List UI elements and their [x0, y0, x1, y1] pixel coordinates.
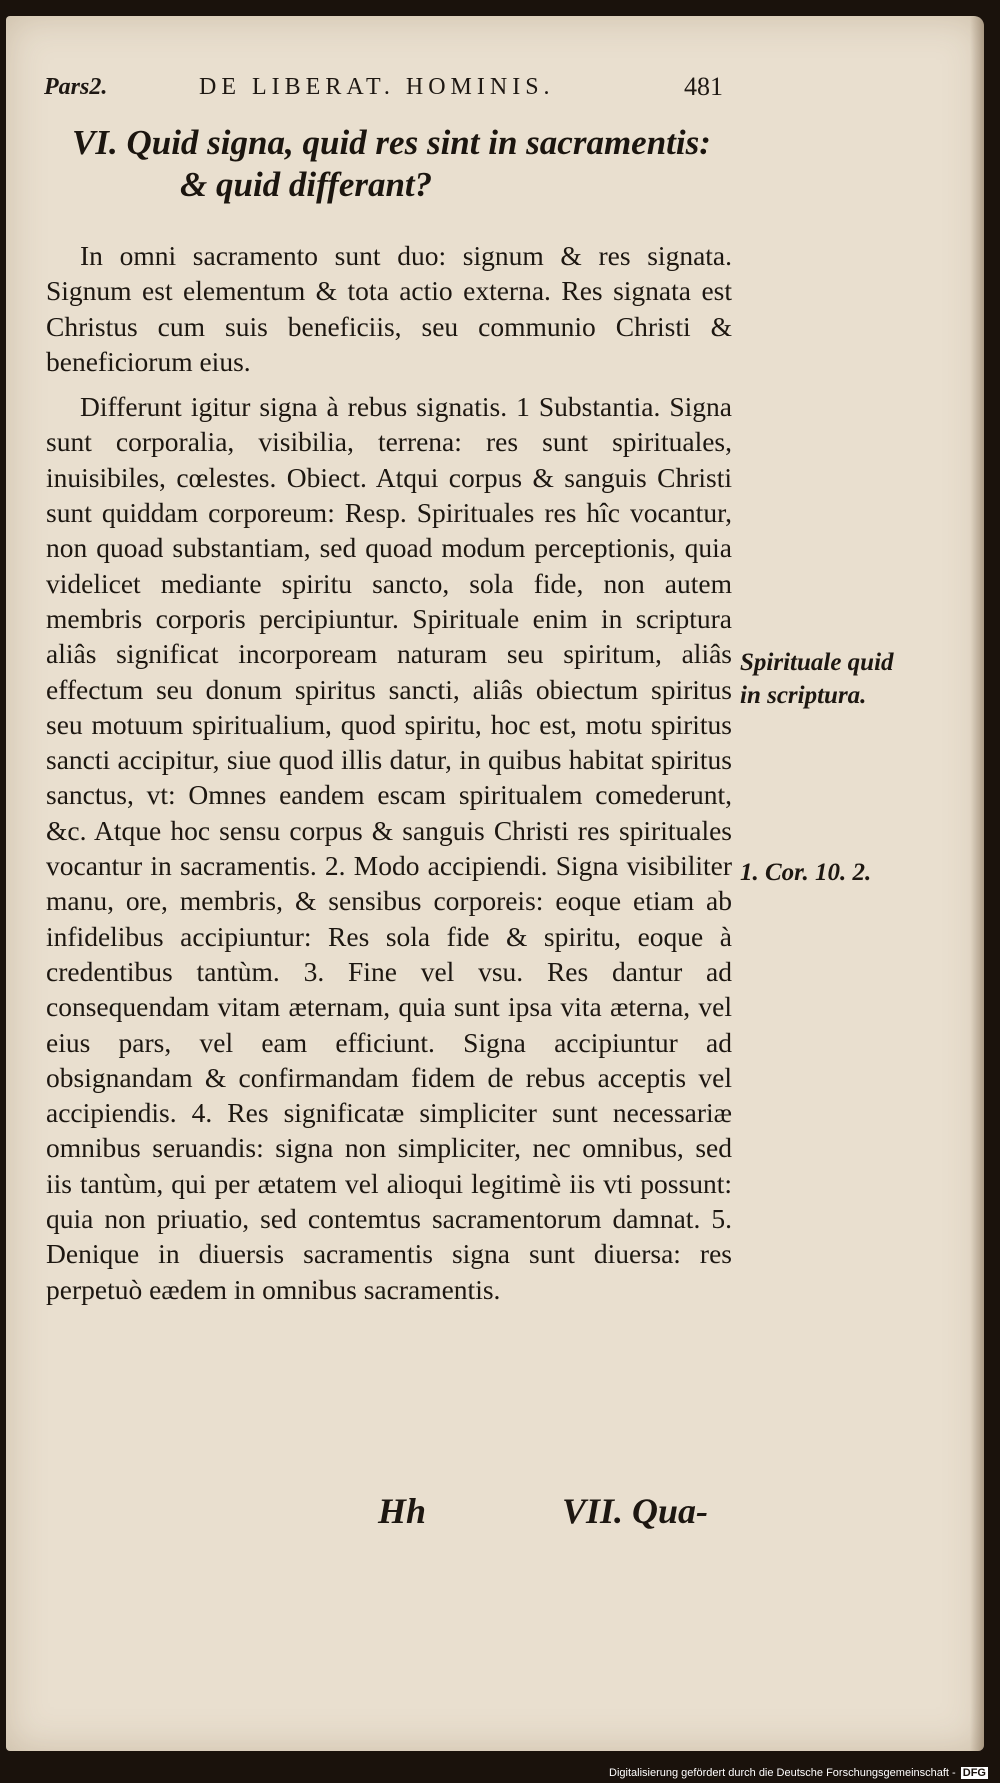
part-label: Pars2. [44, 74, 108, 100]
footer-text: Digitalisierung gefördert durch die Deutsche Forschungsgemeinschaft - [609, 1767, 956, 1779]
body-text [46, 238, 732, 1307]
section-title [72, 122, 752, 206]
paragraph-1: In omni sacramento sunt duo: signum & res signata. Signum est elementum & tota actio externa. Res signata est Christus cum suis beneficiis, seu communio Christi & beneficiorum eius. [46, 240, 732, 377]
catchword: VII. Qua- [562, 1491, 709, 1531]
margin-note-reference: 1. Cor. 10. 2. [740, 859, 872, 886]
digitization-footer [609, 1767, 988, 1779]
section-title-line-2: & quid differant? [180, 165, 433, 204]
section-title-line-1: VI. Quid signa, quid res sint in sacramentis: [72, 123, 711, 162]
margin-note-spirituale: Spirituale quid in scriptura. [740, 649, 894, 709]
catchline [0, 1490, 1000, 1540]
paragraph-2: Differunt igitur signa à rebus signatis. 1 Substantia. Signa sunt corporalia, visibilia, terrena: res sunt spirituales, inuisibiles, cœlestes. Obiect. Atqui corpus & sanguis Christi sunt quiddam corporeum: Resp. Spirituales res hîc vocantur, non quoad substantiam, sed quoad modum perceptionis, quia videlicet mediante spiritu sancto, sola fide, non autem membris corporis percipiuntur. Spirituale enim in scriptura aliâs significat incorpoream naturam seu spiritum, aliâs effectum seu donum spiritus sancti, aliâs obiectum spiritus seu motuum spiritualium, quod spiritu, hoc est, motu spiritus sancti accipitur, siue quod illis datur, in quibus habitat spiritus sanctus, vt: Omnes eandem escam spiritualem comederunt, &c. Atque hoc sensu corpus & sanguis Christi res spirituales vocantur in sacramentis. 2. Modo accipiendi. Signa visibiliter manu, ore, membris, & sensibus corporeis: eoque etiam ab infidelibus accipiuntur: Res sola fide & spiritu, eoque à credentibus tantùm. 3. Fine vel vsu. Res dantur ad consequendam vitam æternam, quia sunt ipsa vita æterna, vel eius pars, vel eam efficiunt. Signa accipiuntur ad obsignandam & confirmandam fidem de rebus acceptis vel accipiendis. 4. Res significatæ simpliciter sunt necessariæ omnibus seruandis: signa non simpliciter, nec omnibus, sed iis tantùm, qui per ætatem vel alioqui legitimè iis vti possunt: quia non priuatio, sed contemtus sacramentorum damnat. 5. Denique in diuersis sacramentis signa sunt diuersa: res perpetuò eædem in omnibus sacramentis. [46, 391, 732, 1305]
dfg-logo: DFG [962, 1767, 986, 1779]
signature-mark: Hh [378, 1491, 427, 1531]
running-title: DE LIBERAT. HOMINIS. [199, 74, 555, 100]
running-header [44, 64, 734, 104]
page-number: 481 [684, 72, 723, 101]
